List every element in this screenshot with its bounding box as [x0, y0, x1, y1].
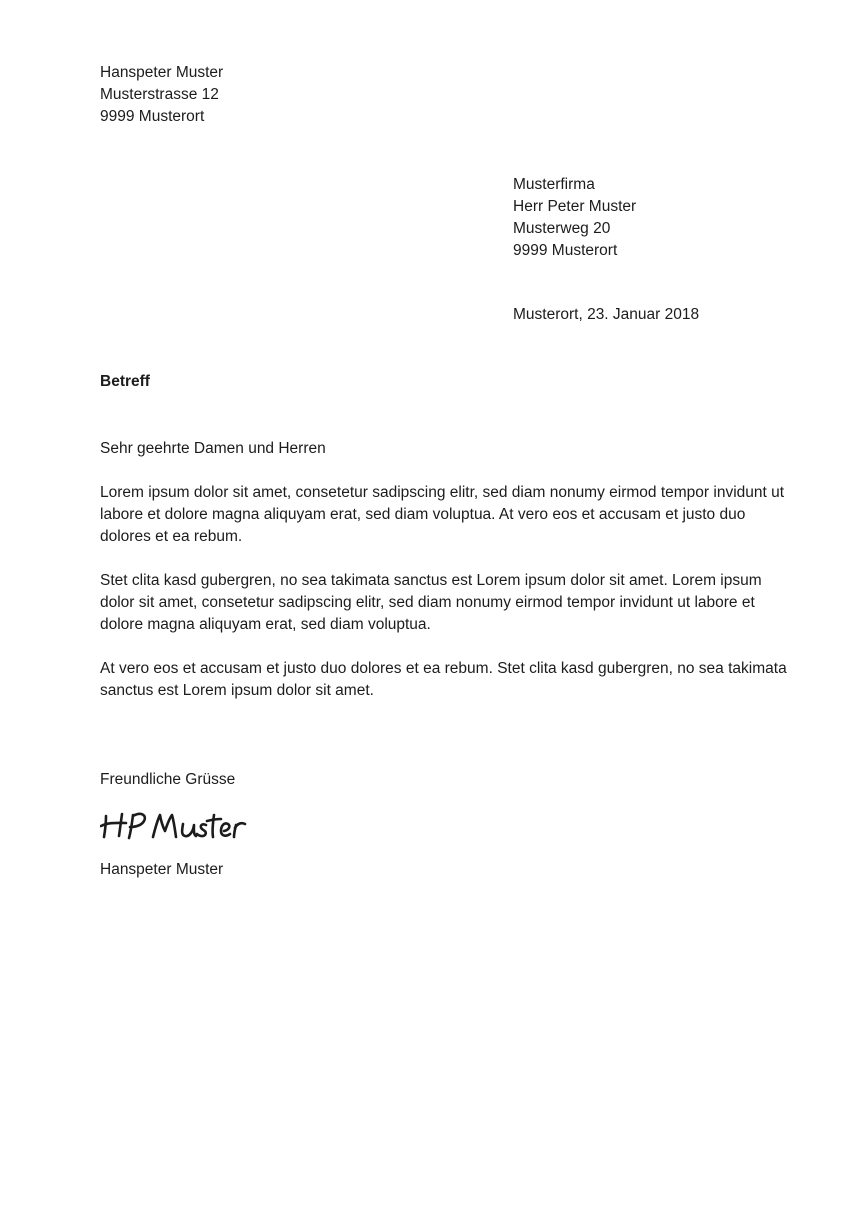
recipient-company: Musterfirma — [513, 176, 595, 193]
recipient-street: Musterweg 20 — [513, 220, 611, 237]
sender-address — [100, 0, 868, 128]
signature-handwriting — [100, 807, 868, 847]
subject-line: Betreff — [100, 373, 150, 390]
recipient-city: 9999 Musterort — [513, 242, 618, 259]
recipient-address — [513, 174, 868, 262]
signature-text — [100, 847, 101, 848]
body-paragraph-3: At vero eos et accusam et justo duo dolores et ea rebum. Stet clita kasd gubergren, no sea takimata sanctus est Lorem ipsum dolor sit amet. — [100, 660, 787, 699]
salutation: Sehr geehrte Damen und Herren — [100, 440, 326, 457]
signature-name: Hanspeter Muster — [100, 861, 224, 878]
body-paragraph-2: Stet clita kasd gubergren, no sea takimata sanctus est Lorem ipsum dolor sit amet. Lorem ipsum dolor sit amet, consetetur sadipscing elitr, sed diam nonumy eirmod tempor invidunt ut labore et dolore magna aliquyam erat, sed diam voluptua. — [100, 572, 762, 633]
signature-strokes-icon — [100, 807, 250, 847]
recipient-name: Herr Peter Muster — [513, 198, 637, 215]
sender-name: Hanspeter Muster — [100, 64, 224, 81]
sender-street: Musterstrasse 12 — [100, 86, 219, 103]
closing-phrase: Freundliche Grüsse — [100, 771, 236, 788]
sender-city: 9999 Musterort — [100, 108, 205, 125]
date-line: Musterort, 23. Januar 2018 — [513, 306, 700, 323]
body-paragraph-1: Lorem ipsum dolor sit amet, consetetur sadipscing elitr, sed diam nonumy eirmod tempor invidunt ut labore et dolore magna aliquyam erat, sed diam voluptua. At vero eos et accusam et justo duo dolores et ea rebum. — [100, 484, 785, 545]
